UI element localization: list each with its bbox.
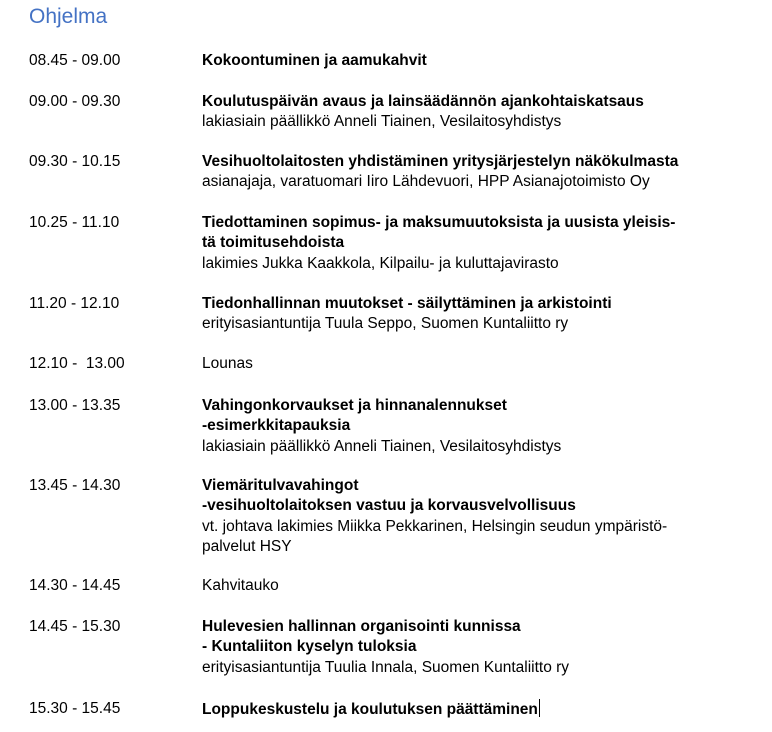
program-time: 08.45 - 09.00 xyxy=(29,52,121,69)
program-heading: Ohjelma xyxy=(29,5,108,28)
session-title: Vahingonkorvaukset ja hinnanalennukset xyxy=(202,397,507,414)
session-title: -esimerkkitapauksia xyxy=(202,417,351,435)
program-time: 15.30 - 15.45 xyxy=(29,700,121,717)
program-time: 12.10 - 13.00 xyxy=(29,355,125,372)
session-detail: Kahvitauko xyxy=(202,577,279,594)
session-title: Kokoontuminen ja aamukahvit xyxy=(202,52,427,69)
session-detail: lakiasiain päällikkö Anneli Tiainen, Vesilaitosyhdistys xyxy=(202,113,562,131)
session-title: Hulevesien hallinnan organisointi kunnissa xyxy=(202,618,521,635)
session-title: Koulutuspäivän avaus ja lainsäädännön ajankohtaiskatsaus xyxy=(202,93,644,110)
program-content xyxy=(202,213,762,274)
program-content xyxy=(202,576,762,596)
program-content xyxy=(202,476,762,557)
program-content xyxy=(202,51,762,71)
session-title: tä toimitusehdoista xyxy=(202,234,345,252)
session-detail: erityisasiantuntija Tuula Seppo, Suomen Kuntaliitto ry xyxy=(202,315,569,333)
program-time: 10.25 - 11.10 xyxy=(29,214,120,231)
program-time: 13.00 - 13.35 xyxy=(29,397,121,414)
program-content xyxy=(202,152,762,193)
program-content xyxy=(202,699,762,720)
program-time: 14.45 - 15.30 xyxy=(29,618,121,635)
session-detail: vt. johtava lakimies Miikka Pekkarinen, Helsingin seudun ympäristö- xyxy=(202,517,668,535)
program-content xyxy=(202,396,762,457)
program-time: 14.30 - 14.45 xyxy=(29,577,121,594)
session-detail: lakimies Jukka Kaakkola, Kilpailu- ja kuluttajavirasto xyxy=(202,254,559,272)
program-time: 11.20 - 12.10 xyxy=(29,295,120,312)
session-title: Tiedottaminen sopimus- ja maksumuutoksista ja uusista yleisis- xyxy=(202,214,676,231)
program-time: 09.30 - 10.15 xyxy=(29,153,121,170)
session-detail: asianajaja, varatuomari Iiro Lähdevuori, HPP Asianajotoimisto Oy xyxy=(202,173,650,191)
program-time: 13.45 - 14.30 xyxy=(29,477,121,494)
program-content xyxy=(202,617,762,678)
session-title: - Kuntaliiton kyselyn tuloksia xyxy=(202,638,417,656)
text-cursor xyxy=(539,699,540,717)
session-detail: Lounas xyxy=(202,355,253,372)
session-detail: erityisasiantuntija Tuulia Innala, Suomen Kuntaliitto ry xyxy=(202,658,570,676)
session-detail: palvelut HSY xyxy=(202,537,292,555)
session-title: Tiedonhallinnan muutokset - säilyttäminen ja arkistointi xyxy=(202,295,612,312)
session-title: Vesihuoltolaitosten yhdistäminen yritysjärjestelyn näkökulmasta xyxy=(202,153,679,170)
program-content xyxy=(202,294,762,335)
session-title: -vesihuoltolaitoksen vastuu ja korvausvelvollisuus xyxy=(202,497,576,515)
session-title: Loppukeskustelu ja koulutuksen päättäminen xyxy=(202,701,538,718)
session-detail: lakiasiain päällikkö Anneli Tiainen, Vesilaitosyhdistys xyxy=(202,437,562,455)
session-title: Viemäritulvavahingot xyxy=(202,477,359,494)
program-time: 09.00 - 09.30 xyxy=(29,93,121,110)
program-content xyxy=(202,92,762,133)
program-content xyxy=(202,354,762,374)
